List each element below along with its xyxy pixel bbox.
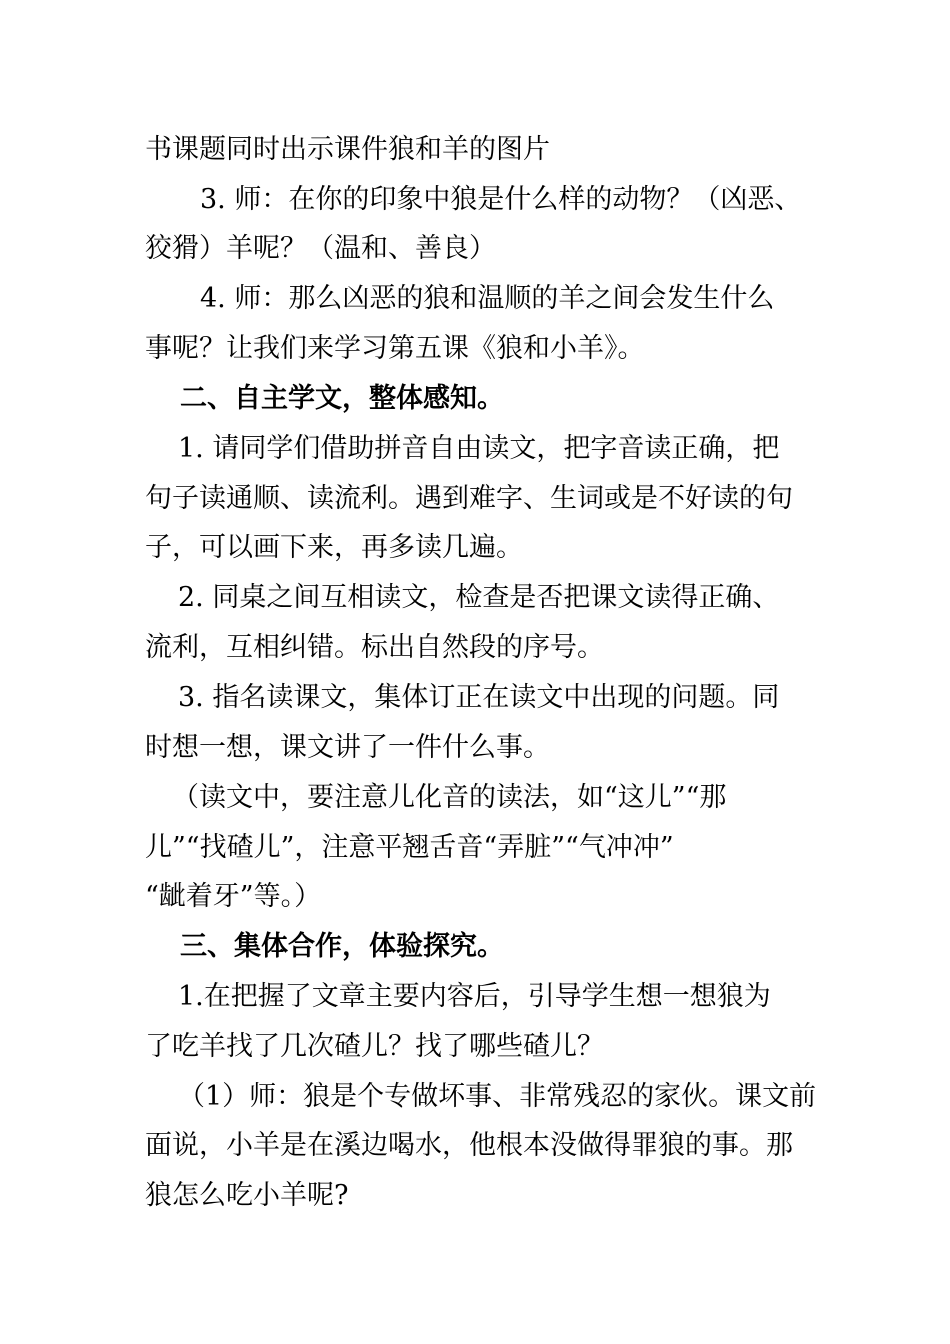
paragraph-line: 狼怎么吃小羊呢? bbox=[145, 1180, 349, 1211]
paragraph-line: 时想一想，课文讲了一件什么事。 bbox=[145, 732, 550, 763]
paragraph-line: 1.在把握了文章主要内容后，引导学生想一想狼为 bbox=[178, 981, 771, 1012]
paragraph-line: 句子读通顺、读流利。遇到难字、生词或是不好读的句 bbox=[145, 483, 793, 514]
paragraph-line: 儿”“找碴儿”，注意平翘舌音“弄脏”“气冲冲” bbox=[145, 832, 674, 863]
paragraph-line: 2. 同桌之间互相读文，检查是否把课文读得正确、 bbox=[178, 582, 780, 613]
paragraph-line: （读文中，要注意儿化音的读法，如“这儿”“那 bbox=[172, 782, 727, 813]
paragraph-line: 了吃羊找了几次碴儿？找了哪些碴儿？ bbox=[145, 1031, 604, 1062]
paragraph-line: 事呢？让我们来学习第五课《狼和小羊》。 bbox=[145, 333, 645, 364]
paragraph-line: 面说，小羊是在溪边喝水，他根本没做得罪狼的事。那 bbox=[145, 1130, 793, 1161]
paragraph-line: 4. 师：那么凶恶的狼和温顺的羊之间会发生什么 bbox=[200, 283, 775, 314]
paragraph-line: 子，可以画下来，再多读几遍。 bbox=[145, 532, 523, 563]
section-heading: 二、自主学文，整体感知。 bbox=[180, 383, 504, 414]
paragraph-line: 流利，互相纠错。标出自然段的序号。 bbox=[145, 632, 604, 663]
paragraph-line: 1. 请同学们借助拼音自由读文，把字音读正确，把 bbox=[178, 433, 780, 464]
paragraph-line: 狡猾）羊呢？（温和、善良） bbox=[145, 233, 496, 264]
paragraph-line: 3. 师：在你的印象中狼是什么样的动物？（凶恶、 bbox=[200, 184, 802, 215]
paragraph-line: “龇着牙”等。） bbox=[145, 881, 322, 912]
paragraph-line: 3. 指名读课文，集体订正在读文中出现的问题。同 bbox=[178, 682, 780, 713]
section-heading: 三、集体合作，体验探究。 bbox=[180, 931, 504, 962]
paragraph-line: 书课题同时出示课件狼和羊的图片 bbox=[145, 134, 550, 165]
paragraph-line: （1）师：狼是个专做坏事、非常残忍的家伙。课文前 bbox=[178, 1081, 817, 1112]
